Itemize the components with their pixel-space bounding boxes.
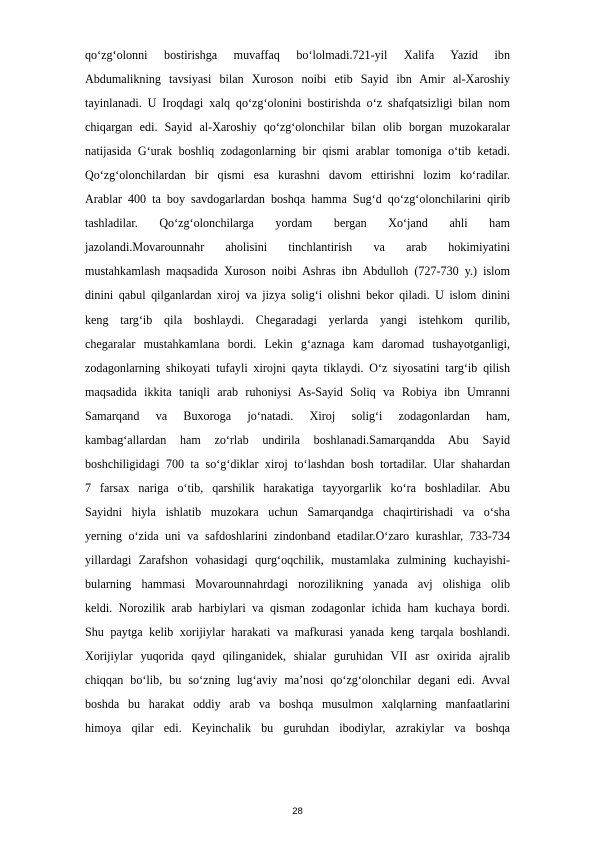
text-line: mustahkamlash maqsadida Xuroson noibi Ashras ibn Abdulloh (727-730 y.) islom xyxy=(85,264,510,279)
text-line: bularning hammasi Movarounnahrdagi norozilikning yanada avj olishiga olib xyxy=(85,577,510,592)
text-line: chegaralar mustahkamlana bordi. Lekin g‘aznaga kam daromad tushayotganligi, xyxy=(85,336,510,351)
text-line: boshchiligidagi 700 ta so‘g‘diklar xiroj to‘lashdan bosh tortadilar. Ular shahardan xyxy=(85,456,510,471)
text-line: himoya qilar edi. Keyinchalik bu guruhdan ibodiylar, azrakiylar va boshqa xyxy=(85,721,510,736)
text-line: natijasida G‘urak boshliq zodagonlarning bir qismi arablar tomoniga o‘tib ketadi. xyxy=(85,144,510,159)
text-line: tayinlanadi. U Iroqdagi xalq qo‘zg‘olonini bostirishda o‘z shafqatsizligi bilan nom xyxy=(85,96,510,111)
text-line: Arablar 400 ta boy savdogarlardan boshqa hamma Sug‘d qo‘zg‘olonchilarini qirib xyxy=(85,192,510,207)
text-line: dinini qabul qilganlardan xiroj va jizya solig‘i olishni bekor qiladi. U islom dinini xyxy=(85,288,510,303)
text-line: jazolandi.Movarounnahr aholisini tinchlantirish va arab hokimiyatini xyxy=(85,240,510,255)
page-number: 28 xyxy=(292,806,303,817)
text-line: zodagonlarning shikoyati tufayli xirojni qayta tiklaydi. O‘z siyosatini targ‘ib qilish xyxy=(85,360,510,375)
text-line: tashladilar. Qo‘zg‘olonchilarga yordam bergan Xo‘jand ahli ham xyxy=(85,216,510,231)
text-line: Abdumalikning tavsiyasi bilan Xuroson noibi etib Sayid ibn Amir al-Xaroshiy xyxy=(85,72,510,87)
text-line: Samarqand va Buxoroga jo‘natadi. Xiroj solig‘i zodagonlardan ham, xyxy=(85,408,510,423)
text-line: boshda bu harakat oddiy arab va boshqa musulmon xalqlarning manfaatlarini xyxy=(85,697,510,712)
text-line: keldi. Norozilik arab harbiylari va qisman zodagonlar ichida ham kuchaya bordi. xyxy=(85,601,510,616)
body-text xyxy=(85,43,510,740)
text-line: chiqargan edi. Sayid al-Xaroshiy qo‘zg‘olonchilar bilan olib borgan muzokaralar xyxy=(85,120,510,135)
text-line: Qo‘zg‘olonchilardan bir qismi esa kurashni davom ettirishni lozim ko‘radilar. xyxy=(85,168,510,183)
text-line: 7 farsax nariga o‘tib, qarshilik harakatiga tayyorgarlik ko‘ra boshladilar. Abu xyxy=(85,480,510,495)
text-line: Shu paytga kelib xorijiylar harakati va mafkurasi yanada keng tarqala boshlandi. xyxy=(85,625,510,640)
text-line: kambag‘allardan ham zo‘rlab undirila boshlanadi.Samarqandda Abu Sayid xyxy=(85,432,510,447)
text-line: keng targ‘ib qila boshlaydi. Chegaradagi yerlarda yangi istehkom qurilib, xyxy=(85,312,510,327)
text-line: Sayidni hiyla ishlatib muzokara uchun Samarqandga chaqirtirishadi va o‘sha xyxy=(85,504,510,519)
text-line: maqsadida ikkita taniqli arab ruhoniysi As-Sayid Soliq va Robiya ibn Umranni xyxy=(85,384,510,399)
text-line: Xorijiylar yuqorida qayd qilinganidek, shialar guruhidan VII asr oxirida ajralib xyxy=(85,649,510,664)
text-line: qo‘zg‘olonni bostirishga muvaffaq bo‘lolmadi.721-yil Xalifa Yazid ibn xyxy=(85,48,510,62)
text-line: chiqqan bo‘lib, bu so‘zning lug‘aviy ma’nosi qo‘zg‘olonchilar degani edi. Avval xyxy=(85,673,510,688)
text-line: yillardagi Zarafshon vohasidagi qurg‘oqchilik, mustamlaka zulmining kuchayishi- xyxy=(85,552,510,567)
text-line: yerning o‘zida uni va safdoshlarini zindonband etadilar.O‘zaro kurashlar, 733-734 xyxy=(85,528,510,543)
